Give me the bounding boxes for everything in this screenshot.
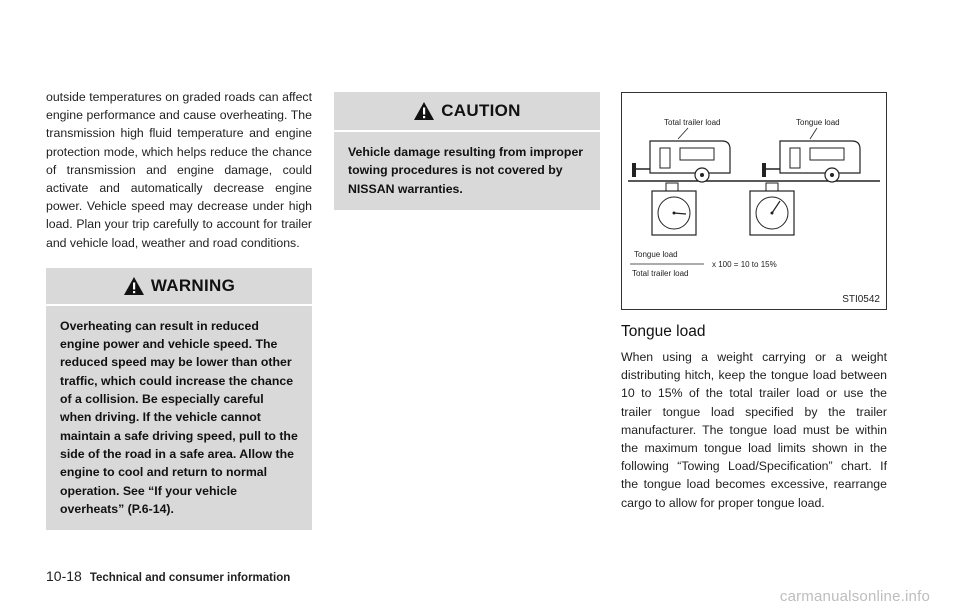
label-tongue-load: Tongue load [796,118,840,127]
warning-triangle-icon [123,276,145,296]
warning-box [46,268,312,530]
page-number: 10-18 [46,568,82,584]
formula-numerator: Tongue load [634,250,678,259]
trailer-right-illustration [762,141,860,182]
footer-section-title: Technical and consumer information [89,572,291,584]
caution-text: Vehicle damage resulting from improper towing procedures is not covered by NISSAN warranties. [348,145,584,196]
overheating-paragraph: outside temperatures on graded roads can affect engine performance and cause overheating. The transmission high fluid temperature and engine protection mode, which helps reduce the chance of transmission and engine damage, could activate and automatically decrease engine power. Vehicle speed may decrease under high load. Plan your trip carefully to account for trailer and vehicle load, weather and road conditions. [46,90,312,250]
label-total-trailer-load: Total trailer load [664,118,721,127]
caution-box [334,92,600,210]
warning-header [46,268,312,306]
page-footer [46,568,290,584]
formula-result: x 100 = 10 to 15% [712,260,777,269]
formula-denominator: Total trailer load [632,269,689,278]
tongue-load-paragraph: When using a weight carrying or a weight distributing hitch, keep the tongue load between 10 to 15% of the total trailer load or use the trailer tongue load specified by the trailer manufacturer. The tongue load must be within the maximum tongue load limits shown in the following “Towing Load/Specification” chart. If the tongue load becomes excessive, rearrange cargo to allow for proper tongue load. [621,350,887,510]
caution-title: CAUTION [441,101,521,120]
column-right [621,92,887,512]
warning-title: WARNING [150,275,236,295]
column-left [46,88,312,530]
warning-triangle-icon [413,101,435,121]
warning-text: Overheating can result in reduced engine power and vehicle speed. The reduced speed may be lower than other traffic, which could increase the chance of a collision. Be especially careful when driving. If the vehicle cannot maintain a safe driving speed, pull to the side of the road in a safe area. Allow the engine to cool and return to normal operation. See “If your vehicle overheats” (P.6-14). [60,318,298,516]
figure-id: STI0542 [842,294,880,305]
caution-header [334,92,600,132]
tongue-load-diagram [622,93,886,309]
trailer-left-illustration [632,141,730,182]
column-middle [334,92,600,210]
section-heading-tongue-load: Tongue load [621,323,706,340]
tongue-load-figure [621,92,887,310]
watermark: carmanualsonline.info [779,588,930,605]
